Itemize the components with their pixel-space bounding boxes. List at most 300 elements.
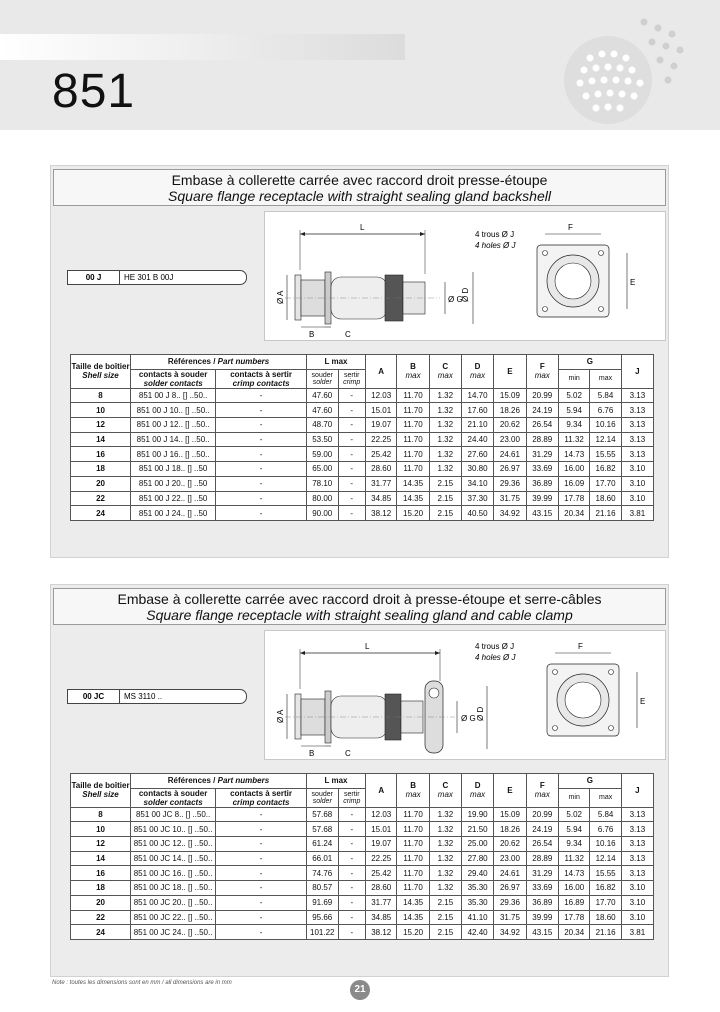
th2-solder-fr: contacts à souder — [138, 788, 208, 798]
table-cell: 851 00 JC 18.. [] ..50.. — [131, 881, 216, 896]
table-cell: 38.12 — [365, 506, 396, 521]
footnote: Note : toutes les dimensions sont en mm / all dimensions are in mm — [52, 980, 232, 986]
table-row — [71, 432, 654, 447]
table-cell: 26.97 — [494, 881, 526, 896]
table-cell: 43.15 — [526, 506, 558, 521]
table-cell: 31.75 — [494, 910, 526, 925]
th-solder-fr: contacts à souder — [138, 369, 208, 379]
section-1-holes-en: 4 holes Ø J — [475, 241, 516, 250]
table-row — [71, 403, 654, 418]
dim-c-2: C — [345, 749, 351, 758]
th-g: G — [586, 357, 593, 367]
table-cell: 9.34 — [558, 418, 589, 433]
table-row — [71, 851, 654, 866]
table-row — [71, 476, 654, 491]
table-cell: 3.10 — [621, 881, 653, 896]
th-solder-en: solder contacts — [143, 378, 203, 388]
table-cell: 101.22 — [306, 925, 338, 940]
table-cell: - — [216, 807, 307, 822]
table-cell: 39.99 — [526, 910, 558, 925]
table-cell: 24.61 — [494, 447, 526, 462]
table-cell: 851 00 JC 10.. [] ..50.. — [131, 822, 216, 837]
th-j: J — [635, 366, 640, 376]
table-cell: 11.70 — [397, 447, 429, 462]
table-row — [71, 910, 654, 925]
table-cell: 2.15 — [429, 476, 461, 491]
table-cell: 30.80 — [461, 462, 493, 477]
table-cell: 25.00 — [461, 837, 493, 852]
th-c-max: max — [437, 371, 453, 381]
table-cell: 21.16 — [590, 506, 621, 521]
dim-d: Ø D — [461, 287, 470, 302]
th2-f-max: max — [534, 790, 550, 800]
shell-size-cell: 8 — [71, 807, 131, 822]
table-cell: 19.07 — [365, 418, 396, 433]
shell-size-cell: 16 — [71, 866, 131, 881]
table-cell: 15.09 — [494, 807, 526, 822]
table-cell: 12.03 — [366, 807, 397, 822]
th-e: E — [507, 366, 513, 376]
dim-b: B — [309, 330, 315, 339]
dim-c: C — [345, 330, 351, 339]
table-cell: 1.32 — [429, 807, 461, 822]
table-cell: 91.69 — [306, 895, 338, 910]
table-cell: 11.32 — [559, 851, 590, 866]
table-cell: 14.35 — [397, 476, 429, 491]
section-1-table — [70, 354, 654, 521]
table-cell: 851 00 J 8.. [] ..50.. — [131, 388, 216, 403]
th2-solder-en: solder contacts — [143, 797, 203, 807]
table-cell: - — [338, 418, 365, 433]
table-cell: - — [338, 925, 365, 940]
table-cell: 11.70 — [397, 822, 429, 837]
section-1-part: HE 301 B 00J — [124, 273, 174, 282]
table-cell: 31.29 — [526, 447, 558, 462]
table-cell: - — [216, 866, 307, 881]
shell-size-cell: 24 — [71, 925, 131, 940]
table-cell: - — [216, 851, 307, 866]
table-cell: - — [338, 851, 365, 866]
table-cell: 851 00 J 16.. [] ..50.. — [131, 447, 216, 462]
table-row — [71, 881, 654, 896]
table-row — [71, 807, 654, 822]
table-cell: 851 00 J 24.. [] ..50 — [131, 506, 216, 521]
table-cell: 1.32 — [429, 866, 461, 881]
table-cell: 5.84 — [590, 807, 621, 822]
dim-l-2: L — [365, 642, 370, 651]
table-cell: 5.84 — [590, 388, 621, 403]
table-cell: 851 00 JC 12.. [] ..50.. — [131, 837, 216, 852]
table-cell: 80.57 — [306, 881, 338, 896]
section-2-reference-box — [67, 689, 247, 704]
table-cell: 66.01 — [306, 851, 338, 866]
th2-refs-fr: Références / — [167, 776, 216, 786]
th2-b-max: max — [405, 790, 421, 800]
dim-a-2: Ø A — [276, 709, 285, 723]
table-cell: 851 00 J 12.. [] ..50.. — [131, 418, 216, 433]
th2-c-max: max — [437, 790, 453, 800]
table-cell: - — [216, 403, 307, 418]
section-1-drawing-svg — [265, 212, 665, 340]
table-cell: - — [216, 432, 307, 447]
table-cell: 95.66 — [306, 910, 338, 925]
table-row — [71, 866, 654, 881]
section-2-table — [70, 773, 654, 940]
table-cell: 851 00 JC 22.. [] ..50.. — [131, 910, 216, 925]
table-cell: 41.10 — [461, 910, 493, 925]
table-cell: 12.14 — [590, 851, 621, 866]
table-cell: 11.70 — [397, 462, 429, 477]
table-cell: 17.78 — [558, 491, 589, 506]
table-cell: 11.70 — [397, 418, 429, 433]
table-cell: 36.89 — [526, 895, 558, 910]
th-size-fr: Taille de boîtier — [71, 362, 130, 372]
table-cell: 31.29 — [526, 866, 558, 881]
table-cell: 34.92 — [494, 506, 526, 521]
table-cell: 61.24 — [306, 837, 338, 852]
th-size-en: Shell size — [82, 371, 119, 381]
table-cell: 28.60 — [366, 881, 397, 896]
table-cell: 35.30 — [461, 895, 493, 910]
table-cell: - — [338, 432, 365, 447]
table-cell: 3.10 — [621, 476, 653, 491]
table-cell: - — [216, 822, 307, 837]
table-cell: 31.77 — [366, 895, 397, 910]
table-cell: 5.02 — [558, 388, 589, 403]
shell-size-cell: 20 — [71, 895, 131, 910]
table-cell: 3.13 — [621, 418, 653, 433]
table-cell: 3.13 — [621, 447, 653, 462]
th-b-max: max — [405, 371, 421, 381]
table-cell: 1.32 — [429, 388, 461, 403]
table-cell: 24.40 — [461, 432, 493, 447]
table-cell: 47.60 — [307, 388, 338, 403]
table-cell: 35.30 — [461, 881, 493, 896]
table-cell: 3.10 — [621, 491, 653, 506]
shell-size-cell: 18 — [71, 881, 131, 896]
table-cell: 17.70 — [590, 476, 621, 491]
table-row — [71, 895, 654, 910]
table-cell: 3.13 — [621, 807, 653, 822]
table-cell: 20.34 — [559, 925, 590, 940]
table-cell: 14.35 — [397, 895, 429, 910]
th-b: B — [410, 362, 416, 372]
table-cell: - — [338, 388, 365, 403]
table-row — [71, 506, 654, 521]
table-cell: 74.76 — [306, 866, 338, 881]
table-cell: 39.99 — [526, 491, 558, 506]
section-2-drawing — [264, 630, 666, 760]
th2-c: C — [442, 781, 449, 791]
table-cell: 34.85 — [365, 491, 396, 506]
th2-a: A — [378, 785, 385, 795]
table-cell: 15.55 — [590, 866, 621, 881]
table-cell: 19.90 — [461, 807, 493, 822]
table-row — [71, 462, 654, 477]
section-1-tbody — [71, 388, 654, 520]
table-cell: 20.99 — [526, 388, 558, 403]
section-2-holes-en: 4 holes Ø J — [475, 653, 516, 662]
th2-l-crimp-en: crimp — [343, 797, 361, 805]
table-row — [71, 491, 654, 506]
table-cell: - — [216, 837, 307, 852]
table-cell: 3.81 — [621, 925, 653, 940]
dim-b-2: B — [309, 749, 315, 758]
th2-g-min: min — [568, 794, 580, 802]
table-cell: 33.69 — [526, 881, 558, 896]
table-cell: 851 00 JC 14.. [] ..50.. — [131, 851, 216, 866]
th2-lmax: L max — [324, 776, 348, 786]
table-cell: - — [338, 476, 365, 491]
th-g-min: min — [568, 375, 580, 383]
section-1-title-en: Square flange receptacle with straight sealing gland backshell — [168, 188, 551, 204]
th2-b: B — [410, 781, 417, 791]
th-l-crimp-fr: sertir — [343, 371, 360, 379]
shell-size-cell: 8 — [71, 388, 131, 403]
th2-g-max: max — [598, 794, 613, 802]
table-cell: 11.32 — [558, 432, 589, 447]
th-g-max: max — [598, 375, 613, 383]
table-cell: 5.02 — [559, 807, 590, 822]
section-1-title — [53, 169, 666, 206]
table-cell: 3.13 — [621, 432, 653, 447]
shell-size-cell: 22 — [71, 491, 131, 506]
th2-l-solder-en: solder — [312, 797, 332, 805]
dim-d-2: Ø D — [476, 706, 485, 721]
page-number: 21 — [350, 980, 370, 1000]
table-cell: 14.70 — [461, 388, 493, 403]
th2-crimp-fr: contacts à sertir — [230, 788, 292, 798]
table-cell: - — [216, 910, 307, 925]
table-cell: 3.13 — [621, 822, 653, 837]
table-cell: 15.01 — [365, 403, 396, 418]
table-cell: - — [216, 881, 307, 896]
dim-f-2: F — [578, 642, 583, 651]
table-cell: 851 00 J 14.. [] ..50.. — [131, 432, 216, 447]
shell-size-cell: 10 — [71, 403, 131, 418]
table-cell: 25.42 — [365, 447, 396, 462]
table-cell: 6.76 — [590, 403, 621, 418]
table-cell: - — [216, 491, 307, 506]
table-cell: 33.69 — [526, 462, 558, 477]
table-cell: 3.10 — [621, 895, 653, 910]
shell-size-cell: 12 — [71, 837, 131, 852]
table-cell: 29.40 — [461, 866, 493, 881]
table-cell: 15.20 — [397, 925, 429, 940]
th-lmax: L max — [324, 357, 348, 367]
table-cell: 3.13 — [621, 403, 653, 418]
th-a: A — [378, 366, 385, 376]
table-cell: 31.75 — [494, 491, 526, 506]
table-cell: 3.13 — [621, 866, 653, 881]
table-cell: 11.70 — [397, 388, 429, 403]
table-cell: 19.07 — [366, 837, 397, 852]
table-cell: 48.70 — [307, 418, 338, 433]
table-cell: - — [216, 506, 307, 521]
table-cell: 20.34 — [558, 506, 589, 521]
table-cell: 1.32 — [429, 403, 461, 418]
table-cell: 851 00 J 18.. [] ..50 — [131, 462, 216, 477]
section-2-holes-fr: 4 trous Ø J — [475, 642, 515, 651]
table-cell: 851 00 J 10.. [] ..50.. — [131, 403, 216, 418]
th-d: D — [474, 362, 481, 372]
table-cell: 29.36 — [494, 895, 526, 910]
th-c: C — [442, 362, 449, 372]
th2-f: F — [539, 781, 545, 791]
table-cell: 26.54 — [526, 418, 558, 433]
dim-e-2: E — [640, 697, 646, 706]
th2-e: E — [507, 785, 513, 795]
table-cell: 24.19 — [526, 822, 558, 837]
table-cell: 22.25 — [366, 851, 397, 866]
table-cell: - — [338, 807, 365, 822]
table-cell: - — [216, 462, 307, 477]
table-cell: 15.20 — [397, 506, 429, 521]
table-cell: 851 00 JC 8.. [] ..50.. — [131, 807, 216, 822]
table-cell: 851 00 J 20.. [] ..50 — [131, 476, 216, 491]
table-row — [71, 925, 654, 940]
table-cell: 28.60 — [365, 462, 396, 477]
table-cell: 11.70 — [397, 403, 429, 418]
section-1-holes-fr: 4 trous Ø J — [475, 230, 515, 239]
table-cell: 16.82 — [590, 462, 621, 477]
shell-size-cell: 14 — [71, 851, 131, 866]
table-cell: 90.00 — [307, 506, 338, 521]
table-cell: 38.12 — [366, 925, 397, 940]
table-cell: 851 00 J 22.. [] ..50 — [131, 491, 216, 506]
section-1-code: 00 J — [68, 271, 120, 284]
table-cell: 1.32 — [429, 837, 461, 852]
table-cell: 1.32 — [429, 418, 461, 433]
table-cell: 14.73 — [559, 866, 590, 881]
table-cell: - — [338, 403, 365, 418]
table-cell: 1.32 — [429, 881, 461, 896]
section-2-code: 00 JC — [68, 690, 120, 703]
section-2-title — [53, 588, 666, 625]
table-cell: 11.70 — [397, 851, 429, 866]
table-cell: 11.70 — [397, 837, 429, 852]
table-cell: 34.10 — [461, 476, 493, 491]
table-cell: 65.00 — [307, 462, 338, 477]
table-cell: 5.94 — [559, 822, 590, 837]
table-cell: 43.15 — [526, 925, 558, 940]
table-cell: - — [338, 881, 365, 896]
shell-size-cell: 12 — [71, 418, 131, 433]
table-cell: 2.15 — [429, 925, 461, 940]
table-cell: 26.54 — [526, 837, 558, 852]
table-cell: 59.00 — [307, 447, 338, 462]
th-l-crimp-en: crimp — [343, 378, 361, 386]
table-cell: 18.26 — [494, 403, 526, 418]
table-cell: 12.03 — [365, 388, 396, 403]
th2-size-en: Shell size — [82, 790, 119, 800]
table-cell: - — [338, 822, 365, 837]
table-cell: 31.77 — [365, 476, 396, 491]
table-cell: 2.15 — [429, 491, 461, 506]
dim-l: L — [360, 223, 365, 232]
table-cell: - — [216, 895, 307, 910]
th-crimp-fr: contacts à sertir — [230, 369, 293, 379]
section-1 — [50, 165, 669, 558]
table-cell: 16.89 — [559, 895, 590, 910]
table-cell: 15.09 — [494, 388, 526, 403]
table-row — [71, 418, 654, 433]
th2-l-crimp-fr: sertir — [344, 790, 360, 798]
th-d-max: max — [469, 371, 486, 381]
table-cell: 5.94 — [558, 403, 589, 418]
th2-refs-en: Part numbers — [217, 776, 270, 786]
table-cell: 28.89 — [526, 851, 558, 866]
shell-size-cell: 16 — [71, 447, 131, 462]
table-cell: 28.89 — [526, 432, 558, 447]
table-cell: 29.36 — [494, 476, 526, 491]
section-2-tbody — [71, 807, 654, 939]
table-cell: 10.16 — [590, 837, 621, 852]
table-cell: - — [338, 910, 365, 925]
th2-size-fr: Taille de boîtier — [71, 781, 130, 791]
section-2 — [50, 584, 669, 977]
table-cell: 47.60 — [307, 403, 338, 418]
th2-d-max: max — [470, 790, 486, 800]
table-cell: 57.68 — [306, 822, 338, 837]
table-cell: - — [216, 388, 307, 403]
table-cell: - — [338, 447, 365, 462]
table-cell: 3.81 — [621, 506, 653, 521]
table-cell: 20.99 — [526, 807, 558, 822]
table-cell: - — [216, 447, 307, 462]
table-cell: - — [338, 895, 365, 910]
table-cell: 11.70 — [397, 866, 429, 881]
table-cell: 23.00 — [494, 432, 526, 447]
shell-size-cell: 10 — [71, 822, 131, 837]
shell-size-cell: 20 — [71, 476, 131, 491]
table-cell: 1.32 — [429, 432, 461, 447]
th-refs-fr: Références / — [167, 357, 216, 367]
section-1-title-fr: Embase à collerette carrée avec raccord droit presse-étoupe — [171, 172, 548, 188]
table-cell: 18.60 — [590, 491, 621, 506]
table-cell: - — [338, 491, 365, 506]
table-cell: 16.82 — [590, 881, 621, 896]
shell-size-cell: 14 — [71, 432, 131, 447]
table-row — [71, 447, 654, 462]
table-cell: 11.70 — [397, 432, 429, 447]
th2-j: J — [635, 785, 640, 795]
table-cell: 1.32 — [429, 851, 461, 866]
table-cell: - — [338, 506, 365, 521]
section-1-reference-box — [67, 270, 247, 285]
table-cell: 11.70 — [397, 807, 429, 822]
table-cell: 2.15 — [429, 506, 461, 521]
table-cell: 80.00 — [307, 491, 338, 506]
table-cell: 16.09 — [558, 476, 589, 491]
table-cell: 851 00 JC 16.. [] ..50.. — [131, 866, 216, 881]
table-cell: 20.62 — [494, 418, 526, 433]
table-row — [71, 388, 654, 403]
table-cell: 34.85 — [366, 910, 397, 925]
dim-f: F — [568, 223, 573, 232]
table-row — [71, 837, 654, 852]
table-cell: 17.70 — [590, 895, 621, 910]
table-cell: 25.42 — [366, 866, 397, 881]
table-cell: 6.76 — [590, 822, 621, 837]
table-cell: 9.34 — [559, 837, 590, 852]
table-cell: 18.60 — [590, 910, 621, 925]
section-2-title-fr: Embase à collerette carrée avec raccord droit à presse-étoupe et serre-câbles — [117, 591, 602, 607]
table-cell: 1.32 — [429, 822, 461, 837]
th-crimp-en: crimp contacts — [232, 378, 290, 388]
table-cell: 17.60 — [461, 403, 493, 418]
table-cell: 15.01 — [366, 822, 397, 837]
